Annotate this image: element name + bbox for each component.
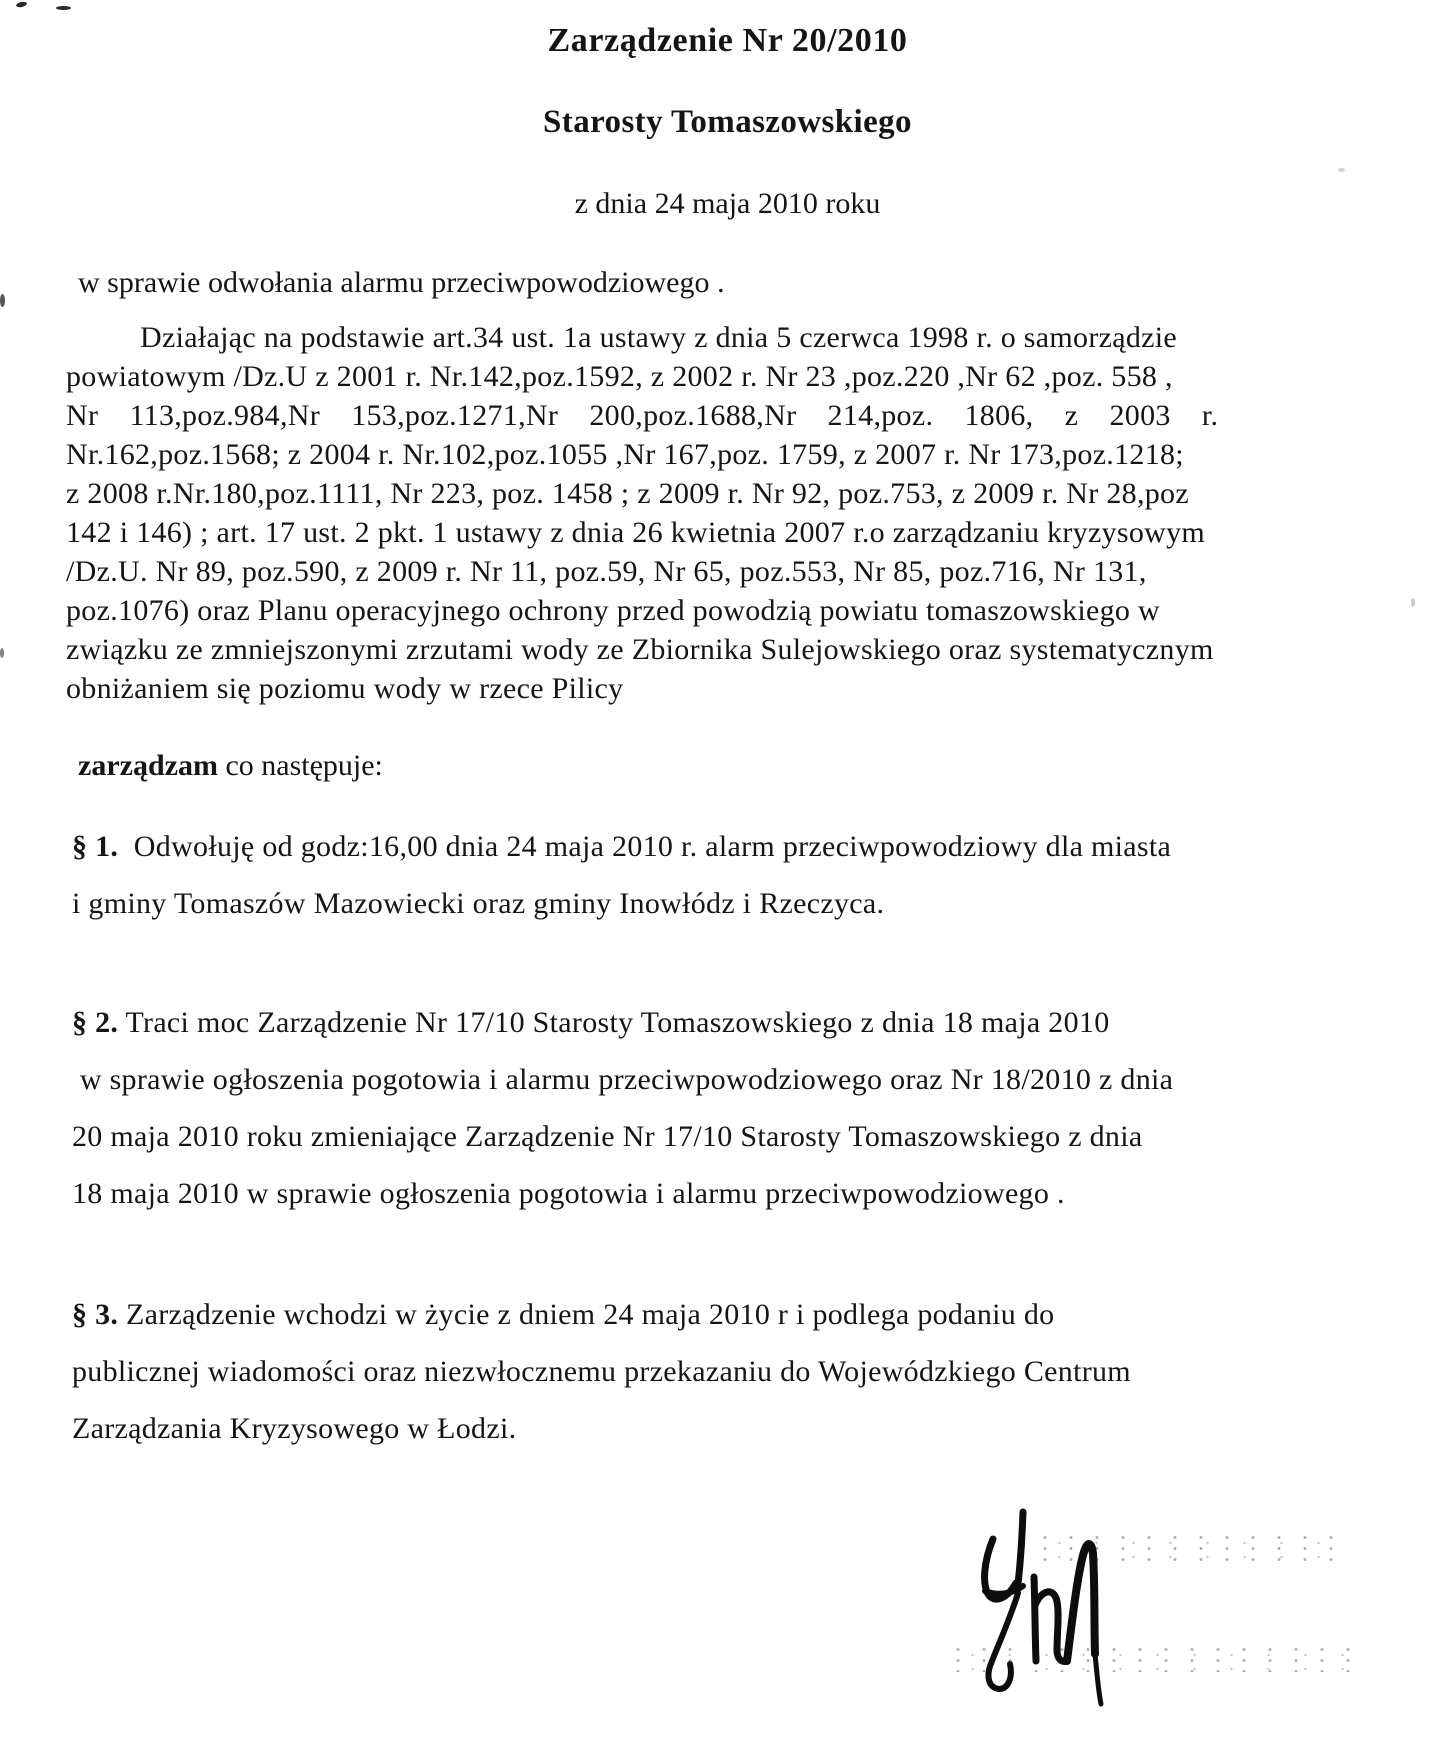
- decree-bold-word: zarządzam: [78, 749, 218, 782]
- section-number: § 2.: [72, 1006, 119, 1039]
- section-number: § 1.: [72, 830, 119, 863]
- scan-speck: [1338, 168, 1345, 172]
- intro-line: obniżaniem się poziomu wody w rzece Pilicy: [66, 672, 624, 705]
- section-paragraph-1: [72, 818, 1412, 932]
- section-line: w sprawie ogłoszenia pogotowia i alarmu przeciwpowodziowego oraz Nr 18/2010 z dnia: [72, 1063, 1174, 1096]
- intro-line: /Dz.U. Nr 89, poz.590, z 2009 r. Nr 11, poz.59, Nr 65, poz.553, Nr 85, poz.716, Nr 131,: [66, 555, 1147, 588]
- scan-speck: [1411, 598, 1415, 607]
- section-line: publicznej wiadomości oraz niezwłocznemu przekazaniu do Wojewódzkiego Centrum: [72, 1355, 1131, 1388]
- handwritten-signature: [930, 1455, 1350, 1735]
- intro-line: z 2008 r.Nr.180,poz.1111, Nr 223, poz. 1458 ; z 2009 r. Nr 92, poz.753, z 2009 r. Nr 28,poz: [66, 477, 1189, 510]
- scan-speck: [0, 648, 4, 658]
- decree-rest: co następuje:: [217, 749, 383, 782]
- intro-line: 142 i 146) ; art. 17 ust. 2 pkt. 1 ustawy z dnia 26 kwietnia 2007 r.o zarządzaniu kryzysowym: [66, 516, 1206, 549]
- section-text: Traci moc Zarządzenie Nr 17/10 Starosty Tomaszowskiego z dnia 18 maja 2010: [118, 1006, 1110, 1039]
- subject-line: w sprawie odwołania alarmu przeciwpowodziowego .: [78, 266, 725, 299]
- scan-speck: [0, 294, 5, 307]
- section-line: [72, 994, 1412, 1051]
- section-paragraph-2: [72, 994, 1412, 1222]
- section-line: i gminy Tomaszów Mazowiecki oraz gminy Inowłódz i Rzeczyca.: [72, 887, 885, 920]
- intro-line: Nr 113,poz.984,Nr 153,poz.1271,Nr 200,poz.1688,Nr 214,poz. 1806, z 2003 r.: [66, 399, 1219, 432]
- intro-line: poz.1076) oraz Planu operacyjnego ochrony przed powodzią powiatu tomaszowskiego w: [66, 594, 1160, 627]
- section-line: 18 maja 2010 w sprawie ogłoszenia pogotowia i alarmu przeciwpowodziowego .: [72, 1177, 1065, 1210]
- scan-speck: [56, 6, 71, 10]
- document-date-line: z dnia 24 maja 2010 roku: [574, 187, 881, 220]
- document-subtitle: Starosty Tomaszowskiego: [543, 104, 912, 140]
- section-line: [72, 1286, 1412, 1343]
- legal-basis-paragraph: [66, 318, 1401, 708]
- section-line: Zarządzania Kryzysowego w Łodzi.: [72, 1412, 517, 1445]
- intro-line: związku ze zmniejszonymi zrzutami wody ze Zbiornika Sulejowskiego oraz systematycznym: [66, 633, 1214, 666]
- intro-line: Działając na podstawie art.34 ust. 1a ustawy z dnia 5 czerwca 1998 r. o samorządzie: [140, 321, 1178, 354]
- section-text: Odwołuję od godz:16,00 dnia 24 maja 2010 r. alarm przeciwpowodziowy dla miasta: [118, 830, 1172, 863]
- decree-lead-in: [78, 749, 383, 783]
- section-text: Zarządzenie wchodzi w życie z dniem 24 maja 2010 r i podlega podaniu do: [118, 1298, 1055, 1331]
- section-line: 20 maja 2010 roku zmieniające Zarządzenie Nr 17/10 Starosty Tomaszowskiego z dnia: [72, 1120, 1143, 1153]
- section-paragraph-3: [72, 1286, 1412, 1457]
- document-title: Zarządzenie Nr 20/2010: [547, 22, 908, 59]
- section-number: § 3.: [72, 1298, 119, 1331]
- scan-speck: [16, 1, 28, 8]
- section-line: [72, 818, 1412, 875]
- intro-line: Nr.162,poz.1568; z 2004 r. Nr.102,poz.1055 ,Nr 167,poz. 1759, z 2007 r. Nr 173,poz.1218;: [66, 438, 1184, 471]
- intro-line: powiatowym /Dz.U z 2001 r. Nr.142,poz.1592, z 2002 r. Nr 23 ,poz.220 ,Nr 62 ,poz. 558 ,: [66, 360, 1173, 393]
